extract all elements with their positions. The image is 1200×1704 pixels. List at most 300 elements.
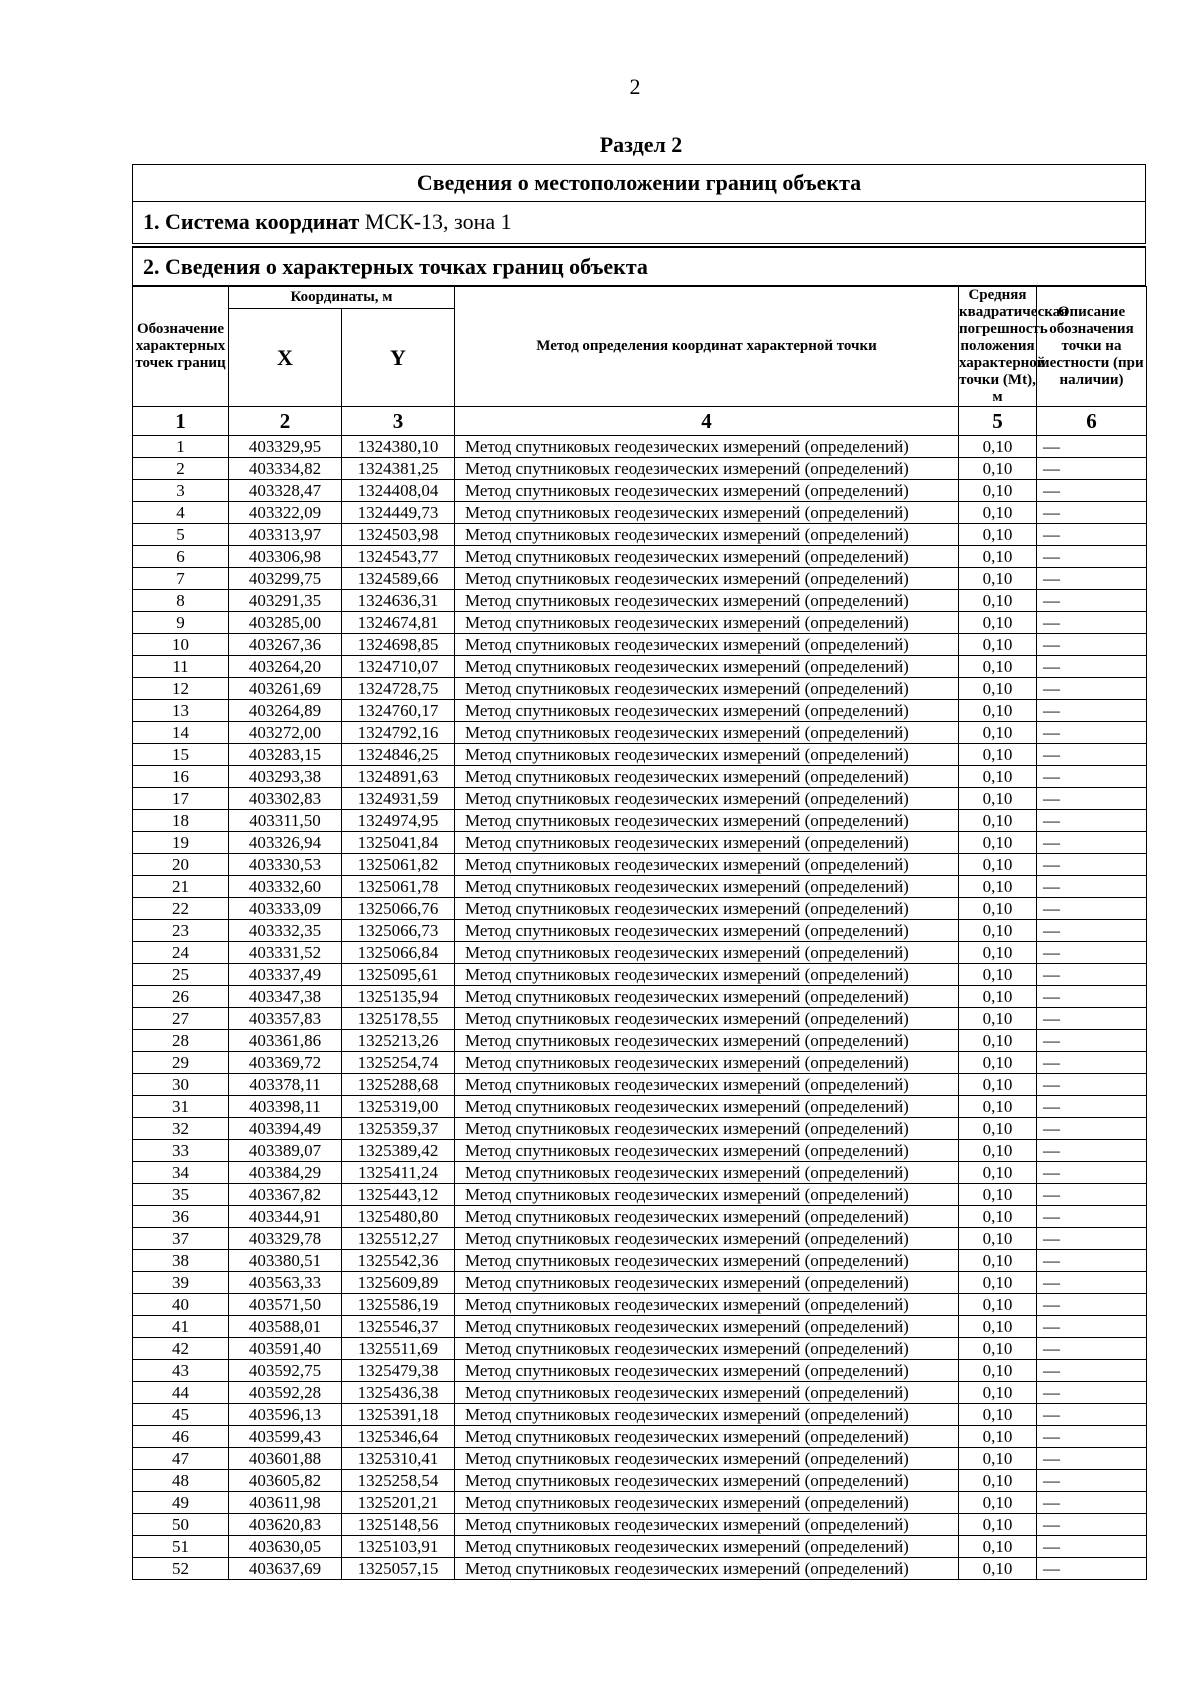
- description-cell: —: [1037, 458, 1147, 480]
- x-coordinate-cell: 403337,49: [229, 964, 342, 986]
- y-coordinate-cell: 1324380,10: [342, 436, 455, 458]
- table-row: [133, 656, 1147, 678]
- x-coordinate-cell: 403344,91: [229, 1206, 342, 1228]
- method-cell: Метод спутниковых геодезических измерений (определений): [455, 788, 959, 810]
- table-row: [133, 1492, 1147, 1514]
- table-row: [133, 590, 1147, 612]
- point-number-cell: 31: [133, 1096, 229, 1118]
- description-cell: —: [1037, 1140, 1147, 1162]
- point-number-cell: 26: [133, 986, 229, 1008]
- method-cell: Метод спутниковых геодезических измерений (определений): [455, 458, 959, 480]
- accuracy-cell: 0,10: [959, 876, 1037, 898]
- method-cell: Метод спутниковых геодезических измерений (определений): [455, 1492, 959, 1514]
- point-number-cell: 42: [133, 1338, 229, 1360]
- point-number-cell: 29: [133, 1052, 229, 1074]
- method-cell: Метод спутниковых геодезических измерений (определений): [455, 986, 959, 1008]
- y-coordinate-cell: 1325411,24: [342, 1162, 455, 1184]
- method-cell: Метод спутниковых геодезических измерений (определений): [455, 502, 959, 524]
- x-coordinate-cell: 403311,50: [229, 810, 342, 832]
- method-cell: Метод спутниковых геодезических измерений (определений): [455, 568, 959, 590]
- y-coordinate-cell: 1325095,61: [342, 964, 455, 986]
- accuracy-cell: 0,10: [959, 1096, 1037, 1118]
- y-coordinate-cell: 1325254,74: [342, 1052, 455, 1074]
- y-coordinate-cell: 1324503,98: [342, 524, 455, 546]
- description-cell: —: [1037, 744, 1147, 766]
- method-cell: Метод спутниковых геодезических измерений (определений): [455, 744, 959, 766]
- x-coordinate-cell: 403357,83: [229, 1008, 342, 1030]
- table-row: [133, 788, 1147, 810]
- accuracy-cell: 0,10: [959, 744, 1037, 766]
- accuracy-cell: 0,10: [959, 898, 1037, 920]
- point-number-cell: 9: [133, 612, 229, 634]
- table-row: [133, 810, 1147, 832]
- x-coordinate-cell: 403571,50: [229, 1294, 342, 1316]
- point-number-cell: 52: [133, 1558, 229, 1580]
- point-number-cell: 1: [133, 436, 229, 458]
- accuracy-cell: 0,10: [959, 854, 1037, 876]
- point-number-cell: 5: [133, 524, 229, 546]
- method-cell: Метод спутниковых геодезических измерений (определений): [455, 942, 959, 964]
- description-cell: —: [1037, 1514, 1147, 1536]
- accuracy-cell: 0,10: [959, 1206, 1037, 1228]
- points-table: [132, 286, 1147, 1580]
- x-coordinate-cell: 403389,07: [229, 1140, 342, 1162]
- accuracy-cell: 0,10: [959, 568, 1037, 590]
- method-cell: Метод спутниковых геодезических измерений (определений): [455, 832, 959, 854]
- method-cell: Метод спутниковых геодезических измерений (определений): [455, 1470, 959, 1492]
- point-number-cell: 4: [133, 502, 229, 524]
- description-cell: —: [1037, 1184, 1147, 1206]
- point-number-cell: 44: [133, 1382, 229, 1404]
- table-row: [133, 942, 1147, 964]
- point-number-cell: 18: [133, 810, 229, 832]
- col-number-4: 4: [455, 407, 959, 436]
- y-coordinate-cell: 1325443,12: [342, 1184, 455, 1206]
- accuracy-cell: 0,10: [959, 1316, 1037, 1338]
- table-row: [133, 832, 1147, 854]
- y-coordinate-cell: 1324891,63: [342, 766, 455, 788]
- method-cell: Метод спутниковых геодезических измерений (определений): [455, 1558, 959, 1580]
- page-number: 2: [629, 74, 641, 99]
- point-number-cell: 19: [133, 832, 229, 854]
- table-row: [133, 458, 1147, 480]
- y-coordinate-cell: 1325586,19: [342, 1294, 455, 1316]
- description-cell: —: [1037, 898, 1147, 920]
- description-cell: —: [1037, 1470, 1147, 1492]
- accuracy-cell: 0,10: [959, 1294, 1037, 1316]
- table-row: [133, 502, 1147, 524]
- x-coordinate-cell: 403328,47: [229, 480, 342, 502]
- y-coordinate-cell: 1325178,55: [342, 1008, 455, 1030]
- description-cell: —: [1037, 1558, 1147, 1580]
- accuracy-cell: 0,10: [959, 656, 1037, 678]
- table-row: [133, 1272, 1147, 1294]
- table-row: [133, 1294, 1147, 1316]
- accuracy-cell: 0,10: [959, 590, 1037, 612]
- point-number-cell: 43: [133, 1360, 229, 1382]
- point-number-cell: 17: [133, 788, 229, 810]
- table-row: [133, 1448, 1147, 1470]
- point-number-cell: 23: [133, 920, 229, 942]
- y-coordinate-cell: 1325359,37: [342, 1118, 455, 1140]
- point-number-cell: 41: [133, 1316, 229, 1338]
- point-number-cell: 45: [133, 1404, 229, 1426]
- method-cell: Метод спутниковых геодезических измерений (определений): [455, 1514, 959, 1536]
- description-cell: —: [1037, 480, 1147, 502]
- x-coordinate-cell: 403332,35: [229, 920, 342, 942]
- x-coordinate-cell: 403592,75: [229, 1360, 342, 1382]
- y-coordinate-cell: 1325041,84: [342, 832, 455, 854]
- point-number-cell: 39: [133, 1272, 229, 1294]
- method-cell: Метод спутниковых геодезических измерений (определений): [455, 1184, 959, 1206]
- y-coordinate-cell: 1325480,80: [342, 1206, 455, 1228]
- description-cell: —: [1037, 854, 1147, 876]
- y-coordinate-cell: 1325511,69: [342, 1338, 455, 1360]
- x-coordinate-cell: 403596,13: [229, 1404, 342, 1426]
- x-coordinate-cell: 403380,51: [229, 1250, 342, 1272]
- y-coordinate-cell: 1325135,94: [342, 986, 455, 1008]
- y-coordinate-cell: 1324589,66: [342, 568, 455, 590]
- table-row: [133, 1250, 1147, 1272]
- description-cell: —: [1037, 964, 1147, 986]
- y-coordinate-cell: 1325310,41: [342, 1448, 455, 1470]
- x-coordinate-cell: 403264,20: [229, 656, 342, 678]
- point-number-cell: 48: [133, 1470, 229, 1492]
- table-row: [133, 1228, 1147, 1250]
- table-row: [133, 1118, 1147, 1140]
- point-number-cell: 2: [133, 458, 229, 480]
- accuracy-cell: 0,10: [959, 1426, 1037, 1448]
- accuracy-cell: 0,10: [959, 1272, 1037, 1294]
- y-coordinate-cell: 1325479,38: [342, 1360, 455, 1382]
- point-number-cell: 11: [133, 656, 229, 678]
- col-coordinates-header: Координаты, м: [229, 287, 455, 309]
- y-coordinate-cell: 1325061,82: [342, 854, 455, 876]
- col-number-1: 1: [133, 407, 229, 436]
- x-coordinate-cell: 403285,00: [229, 612, 342, 634]
- description-cell: —: [1037, 1030, 1147, 1052]
- description-cell: —: [1037, 1118, 1147, 1140]
- method-cell: Метод спутниковых геодезических измерений (определений): [455, 1118, 959, 1140]
- y-coordinate-cell: 1325546,37: [342, 1316, 455, 1338]
- y-coordinate-cell: 1325061,78: [342, 876, 455, 898]
- table-row: [133, 524, 1147, 546]
- method-cell: Метод спутниковых геодезических измерений (определений): [455, 634, 959, 656]
- x-coordinate-cell: 403334,82: [229, 458, 342, 480]
- x-coordinate-cell: 403394,49: [229, 1118, 342, 1140]
- accuracy-cell: 0,10: [959, 788, 1037, 810]
- table-row: [133, 876, 1147, 898]
- point-number-cell: 33: [133, 1140, 229, 1162]
- location-title: Сведения о местоположении границ объекта: [132, 164, 1146, 202]
- accuracy-cell: 0,10: [959, 458, 1037, 480]
- description-cell: —: [1037, 722, 1147, 744]
- col-number-5: 5: [959, 407, 1037, 436]
- x-coordinate-cell: 403329,78: [229, 1228, 342, 1250]
- x-coordinate-cell: 403293,38: [229, 766, 342, 788]
- table-row: [133, 1206, 1147, 1228]
- table-row: [133, 1470, 1147, 1492]
- y-coordinate-cell: 1325148,56: [342, 1514, 455, 1536]
- point-number-cell: 32: [133, 1118, 229, 1140]
- accuracy-cell: 0,10: [959, 1140, 1037, 1162]
- method-cell: Метод спутниковых геодезических измерений (определений): [455, 678, 959, 700]
- y-coordinate-cell: 1325258,54: [342, 1470, 455, 1492]
- table-row: [133, 568, 1147, 590]
- point-number-cell: 28: [133, 1030, 229, 1052]
- method-cell: Метод спутниковых геодезических измерений (определений): [455, 1426, 959, 1448]
- accuracy-cell: 0,10: [959, 766, 1037, 788]
- y-coordinate-cell: 1324636,31: [342, 590, 455, 612]
- method-cell: Метод спутниковых геодезических измерений (определений): [455, 590, 959, 612]
- y-coordinate-cell: 1325346,64: [342, 1426, 455, 1448]
- x-coordinate-cell: 403313,97: [229, 524, 342, 546]
- description-cell: —: [1037, 1096, 1147, 1118]
- x-coordinate-cell: 403332,60: [229, 876, 342, 898]
- x-coordinate-cell: 403601,88: [229, 1448, 342, 1470]
- table-row: [133, 1338, 1147, 1360]
- y-coordinate-cell: 1325436,38: [342, 1382, 455, 1404]
- description-cell: —: [1037, 876, 1147, 898]
- method-cell: Метод спутниковых геодезических измерений (определений): [455, 1316, 959, 1338]
- x-coordinate-cell: 403261,69: [229, 678, 342, 700]
- accuracy-cell: 0,10: [959, 920, 1037, 942]
- description-cell: —: [1037, 1162, 1147, 1184]
- col-description-header: Описание обозначения точки на местности (при наличии): [1037, 287, 1147, 407]
- table-row: [133, 1052, 1147, 1074]
- description-cell: —: [1037, 1052, 1147, 1074]
- y-coordinate-cell: 1324760,17: [342, 700, 455, 722]
- method-cell: Метод спутниковых геодезических измерений (определений): [455, 1272, 959, 1294]
- accuracy-cell: 0,10: [959, 480, 1037, 502]
- x-coordinate-cell: 403398,11: [229, 1096, 342, 1118]
- table-row: [133, 744, 1147, 766]
- accuracy-cell: 0,10: [959, 1536, 1037, 1558]
- point-number-cell: 30: [133, 1074, 229, 1096]
- x-coordinate-cell: 403322,09: [229, 502, 342, 524]
- points-section-title: 2. Сведения о характерных точках границ объекта: [132, 246, 1146, 286]
- x-coordinate-cell: 403326,94: [229, 832, 342, 854]
- accuracy-cell: 0,10: [959, 678, 1037, 700]
- table-row: [133, 1030, 1147, 1052]
- x-coordinate-cell: 403267,36: [229, 634, 342, 656]
- x-coordinate-cell: 403283,15: [229, 744, 342, 766]
- y-coordinate-cell: 1325213,26: [342, 1030, 455, 1052]
- description-cell: —: [1037, 1074, 1147, 1096]
- description-cell: —: [1037, 1228, 1147, 1250]
- method-cell: Метод спутниковых геодезических измерений (определений): [455, 546, 959, 568]
- table-row: [133, 854, 1147, 876]
- description-cell: —: [1037, 788, 1147, 810]
- y-coordinate-cell: 1324543,77: [342, 546, 455, 568]
- method-cell: Метод спутниковых геодезических измерений (определений): [455, 656, 959, 678]
- x-coordinate-cell: 403588,01: [229, 1316, 342, 1338]
- accuracy-cell: 0,10: [959, 1558, 1037, 1580]
- x-coordinate-cell: 403384,29: [229, 1162, 342, 1184]
- description-cell: —: [1037, 1206, 1147, 1228]
- point-number-cell: 15: [133, 744, 229, 766]
- table-row: [133, 1008, 1147, 1030]
- x-coordinate-cell: 403563,33: [229, 1272, 342, 1294]
- x-coordinate-cell: 403378,11: [229, 1074, 342, 1096]
- table-row: [133, 1404, 1147, 1426]
- point-number-cell: 27: [133, 1008, 229, 1030]
- y-coordinate-cell: 1325609,89: [342, 1272, 455, 1294]
- description-cell: —: [1037, 942, 1147, 964]
- col-y-header: Y: [342, 308, 455, 406]
- method-cell: Метод спутниковых геодезических измерений (определений): [455, 854, 959, 876]
- x-coordinate-cell: 403347,38: [229, 986, 342, 1008]
- y-coordinate-cell: 1324698,85: [342, 634, 455, 656]
- document-frame: [132, 164, 1146, 1580]
- table-row: [133, 1096, 1147, 1118]
- point-number-cell: 49: [133, 1492, 229, 1514]
- x-coordinate-cell: 403291,35: [229, 590, 342, 612]
- method-cell: Метод спутниковых геодезических измерений (определений): [455, 700, 959, 722]
- y-coordinate-cell: 1325542,36: [342, 1250, 455, 1272]
- point-number-cell: 14: [133, 722, 229, 744]
- method-cell: Метод спутниковых геодезических измерений (определений): [455, 810, 959, 832]
- point-number-cell: 25: [133, 964, 229, 986]
- coordinate-system-row: [132, 202, 1146, 244]
- x-coordinate-cell: 403637,69: [229, 1558, 342, 1580]
- table-row: [133, 722, 1147, 744]
- description-cell: —: [1037, 1272, 1147, 1294]
- accuracy-cell: 0,10: [959, 986, 1037, 1008]
- method-cell: Метод спутниковых геодезических измерений (определений): [455, 1536, 959, 1558]
- x-coordinate-cell: 403367,82: [229, 1184, 342, 1206]
- x-coordinate-cell: 403330,53: [229, 854, 342, 876]
- table-row: [133, 480, 1147, 502]
- method-cell: Метод спутниковых геодезических измерений (определений): [455, 1448, 959, 1470]
- col-accuracy-header: Средняя квадратическая погрешность положения характерной точки (Mt), м: [959, 287, 1069, 405]
- table-row: [133, 1426, 1147, 1448]
- method-cell: Метод спутниковых геодезических измерений (определений): [455, 920, 959, 942]
- method-cell: Метод спутниковых геодезических измерений (определений): [455, 1140, 959, 1162]
- y-coordinate-cell: 1325512,27: [342, 1228, 455, 1250]
- point-number-cell: 46: [133, 1426, 229, 1448]
- table-row: [133, 898, 1147, 920]
- coordinate-system-value: МСК-13, зона 1: [364, 209, 512, 234]
- point-number-cell: 22: [133, 898, 229, 920]
- point-number-cell: 21: [133, 876, 229, 898]
- table-row: [133, 1162, 1147, 1184]
- col-number-6: 6: [1037, 407, 1147, 436]
- description-cell: —: [1037, 612, 1147, 634]
- accuracy-cell: 0,10: [959, 524, 1037, 546]
- description-cell: —: [1037, 1404, 1147, 1426]
- table-row: [133, 1316, 1147, 1338]
- method-cell: Метод спутниковых геодезических измерений (определений): [455, 1096, 959, 1118]
- method-cell: Метод спутниковых геодезических измерений (определений): [455, 1294, 959, 1316]
- table-row: [133, 634, 1147, 656]
- point-number-cell: 47: [133, 1448, 229, 1470]
- accuracy-cell: 0,10: [959, 1052, 1037, 1074]
- description-cell: —: [1037, 1316, 1147, 1338]
- table-row: [133, 436, 1147, 458]
- x-coordinate-cell: 403630,05: [229, 1536, 342, 1558]
- method-cell: Метод спутниковых геодезических измерений (определений): [455, 1008, 959, 1030]
- table-row: [133, 1514, 1147, 1536]
- y-coordinate-cell: 1325391,18: [342, 1404, 455, 1426]
- method-cell: Метод спутниковых геодезических измерений (определений): [455, 898, 959, 920]
- y-coordinate-cell: 1325057,15: [342, 1558, 455, 1580]
- y-coordinate-cell: 1324931,59: [342, 788, 455, 810]
- x-coordinate-cell: 403369,72: [229, 1052, 342, 1074]
- accuracy-cell: 0,10: [959, 1008, 1037, 1030]
- point-number-cell: 10: [133, 634, 229, 656]
- method-cell: Метод спутниковых геодезических измерений (определений): [455, 612, 959, 634]
- table-row: [133, 1074, 1147, 1096]
- accuracy-cell: 0,10: [959, 1030, 1037, 1052]
- table-row: [133, 1558, 1147, 1580]
- accuracy-cell: 0,10: [959, 832, 1037, 854]
- y-coordinate-cell: 1325389,42: [342, 1140, 455, 1162]
- accuracy-cell: 0,10: [959, 1514, 1037, 1536]
- table-row: [133, 678, 1147, 700]
- x-coordinate-cell: 403599,43: [229, 1426, 342, 1448]
- table-row: [133, 1140, 1147, 1162]
- x-coordinate-cell: 403331,52: [229, 942, 342, 964]
- method-cell: Метод спутниковых геодезических измерений (определений): [455, 1206, 959, 1228]
- accuracy-cell: 0,10: [959, 1338, 1037, 1360]
- accuracy-cell: 0,10: [959, 1360, 1037, 1382]
- description-cell: —: [1037, 502, 1147, 524]
- point-number-cell: 40: [133, 1294, 229, 1316]
- method-cell: Метод спутниковых геодезических измерений (определений): [455, 1404, 959, 1426]
- section-title: Раздел 2: [599, 132, 683, 157]
- point-number-cell: 34: [133, 1162, 229, 1184]
- y-coordinate-cell: 1324674,81: [342, 612, 455, 634]
- method-cell: Метод спутниковых геодезических измерений (определений): [455, 1228, 959, 1250]
- description-cell: —: [1037, 1338, 1147, 1360]
- point-number-cell: 38: [133, 1250, 229, 1272]
- y-coordinate-cell: 1325066,76: [342, 898, 455, 920]
- description-cell: —: [1037, 1360, 1147, 1382]
- y-coordinate-cell: 1324381,25: [342, 458, 455, 480]
- accuracy-cell: 0,10: [959, 1404, 1037, 1426]
- y-coordinate-cell: 1324846,25: [342, 744, 455, 766]
- table-row: [133, 1536, 1147, 1558]
- method-cell: Метод спутниковых геодезических измерений (определений): [455, 964, 959, 986]
- x-coordinate-cell: 403329,95: [229, 436, 342, 458]
- description-cell: —: [1037, 590, 1147, 612]
- description-cell: —: [1037, 436, 1147, 458]
- table-row: [133, 1382, 1147, 1404]
- x-coordinate-cell: 403591,40: [229, 1338, 342, 1360]
- point-number-cell: 12: [133, 678, 229, 700]
- x-coordinate-cell: 403264,89: [229, 700, 342, 722]
- y-coordinate-cell: 1324728,75: [342, 678, 455, 700]
- method-cell: Метод спутниковых геодезических измерений (определений): [455, 1338, 959, 1360]
- accuracy-cell: 0,10: [959, 1184, 1037, 1206]
- points-table-body: [133, 436, 1147, 1580]
- method-cell: Метод спутниковых геодезических измерений (определений): [455, 480, 959, 502]
- method-cell: Метод спутниковых геодезических измерений (определений): [455, 766, 959, 788]
- accuracy-cell: 0,10: [959, 1162, 1037, 1184]
- table-row: [133, 1184, 1147, 1206]
- description-cell: —: [1037, 656, 1147, 678]
- description-cell: —: [1037, 1536, 1147, 1558]
- accuracy-cell: 0,10: [959, 964, 1037, 986]
- point-number-cell: 36: [133, 1206, 229, 1228]
- accuracy-cell: 0,10: [959, 1492, 1037, 1514]
- method-cell: Метод спутниковых геодезических измерений (определений): [455, 524, 959, 546]
- method-cell: Метод спутниковых геодезических измерений (определений): [455, 1030, 959, 1052]
- x-coordinate-cell: 403620,83: [229, 1514, 342, 1536]
- method-cell: Метод спутниковых геодезических измерений (определений): [455, 1074, 959, 1096]
- accuracy-cell: 0,10: [959, 612, 1037, 634]
